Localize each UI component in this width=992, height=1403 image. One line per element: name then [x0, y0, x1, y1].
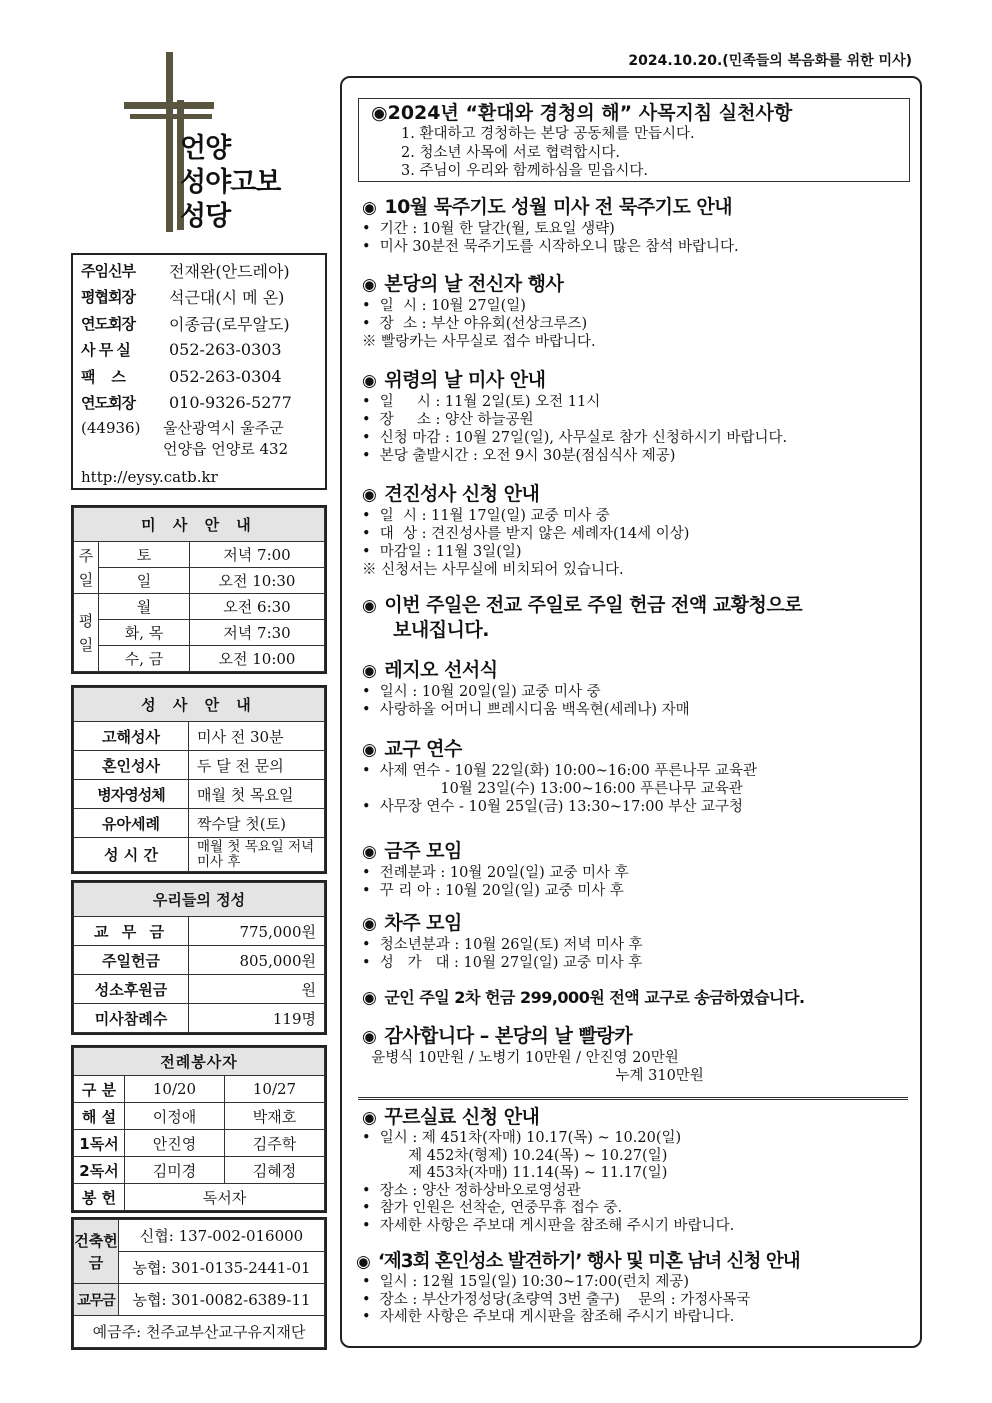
offering-value: 805,000원 [189, 946, 325, 975]
mass-day: 월 [99, 594, 190, 620]
build-account-2: 농협: 301-0135-2441-01 [119, 1252, 325, 1284]
mass-title: 미 사 안 내 [74, 508, 325, 542]
tithe-account: 농협: 301-0082-6389-11 [119, 1284, 325, 1316]
server-name: 박재호 [225, 1103, 325, 1130]
section-title: 견진성사 신청 안내 [384, 483, 540, 505]
section-body: • 일시 : 10월 20일(일) 교중 미사 중 • 사랑하올 어머니 쁘레시디움 백옥현(세레나) 자매 [362, 684, 690, 718]
info-value: 010-9326-5277 [169, 393, 292, 413]
section-rosary [362, 195, 910, 256]
sacrament-value: 매월 첫 목요일 [189, 780, 325, 809]
sacrament-guide [71, 685, 327, 874]
guideline-line: 2. 청소년 사목에 서로 협력합시다. [401, 144, 620, 161]
announcements [340, 76, 922, 1348]
section-title: 본당의 날 전신자 행사 [384, 273, 564, 295]
section-title: 금주 모임 [384, 840, 462, 862]
mass-time: 오전 10:30 [190, 568, 325, 594]
bullet-icon: ◉ [362, 198, 377, 218]
section-body: • 기간 : 10월 한 달간(월, 토요일 생략) • 미사 30분전 묵주기도를 시작하오니 많은 참석 바랍니다. [362, 221, 739, 255]
sacrament-key: 성 시 간 [74, 838, 189, 872]
sacrament-key: 유아세례 [74, 809, 189, 838]
offering-key: 주일헌금 [74, 946, 189, 975]
account-holder: 예금주: 천주교부산교구유지재단 [74, 1316, 325, 1348]
info-row [81, 257, 317, 284]
offering-value: 119명 [189, 1004, 325, 1033]
section-body: • 일시 : 제 451차(자매) 10.17(목) ~ 10.20(일) 제 452차(형제) 10.24(목) ~ 10.27(일) 제 453차(자매) 11.14(목) ~ 11.17(일) • 장소 : 양산 정하상바오로영성관 • 참가 인원은 선착순, 연중무휴 접수 중. • 자세한 사항은 주보대 게시판을 참조해 주시기 바랍니다. [362, 1130, 735, 1234]
sacrament-key: 병자영성체 [74, 780, 189, 809]
guideline-line: 3. 주님이 우리와 함께하심을 믿읍시다. [401, 163, 648, 179]
info-key: 평협회장 [81, 288, 135, 307]
parish-info [71, 253, 327, 490]
server-role: 봉 헌 [74, 1184, 125, 1211]
info-row [81, 337, 317, 364]
mass-day: 화, 목 [99, 620, 190, 646]
bullet-icon: ◉ [371, 102, 388, 124]
bank-accounts [71, 1217, 327, 1350]
section-title-cont: 보내집니다. [393, 619, 489, 641]
mass-schedule [71, 505, 327, 674]
section-title: 감사합니다 – 본당의 날 빨랑카 [384, 1025, 633, 1047]
weekday-label: 평일 [74, 594, 99, 672]
logo-line-3: 성당 [180, 201, 231, 232]
tithe-label: 교무금 [74, 1284, 119, 1316]
mass-day: 수, 금 [99, 646, 190, 672]
mass-time: 오전 10:00 [190, 646, 325, 672]
info-value: 052-263-0303 [169, 340, 282, 360]
section-body: • 일시 : 12월 15일(일) 10:30~17:00(런치 제공) • 장소 : 부산가정성당(초량역 3번 출구) 문의 : 가정사목국 • 자세한 사항은 주보대 게시판을 참조해 주시기 바랍니다. [362, 1274, 751, 1325]
server-name: 이정애 [125, 1103, 225, 1130]
guideline-line: 1. 환대하고 경청하는 본당 공동체를 만듭시다. [401, 126, 695, 142]
section-title: 군인 주일 2차 헌금 299,000원 전액 교구로 송금하였습니다. [384, 988, 805, 1007]
section-body: • 전례분과 : 10월 20일(일) 교중 미사 후 • 꾸 리 아 : 10월 20일(일) 교중 미사 후 [362, 865, 629, 899]
address-line-1: 울산광역시 울주군 [163, 419, 284, 437]
bullet-icon: ◉ [362, 1027, 377, 1047]
info-value: 전재완(안드레아) [169, 261, 290, 281]
bullet-icon: ◉ [362, 842, 377, 862]
section-confirmation [362, 482, 910, 579]
info-value: 052-263-0304 [169, 366, 282, 386]
server-name: 독서자 [125, 1184, 325, 1211]
bullet-icon: ◉ [356, 1252, 370, 1272]
servers-title: 전례봉사자 [74, 1048, 325, 1076]
info-value: 이종금(로무알도) [169, 314, 290, 334]
bullet-icon: ◉ [362, 275, 377, 295]
mass-time: 저녁 7:30 [190, 620, 325, 646]
mass-day: 일 [99, 568, 190, 594]
bullet-icon: ◉ [362, 1108, 377, 1128]
section-next-week [362, 911, 910, 972]
divider [358, 1097, 908, 1100]
info-key: 주임신부 [81, 261, 135, 280]
section-body: • 사제 연수 - 10월 22일(화) 10:00~16:00 푸른나무 교육관 10월 23일(수) 13:00~16:00 푸른나무 교육관 • 사무장 연수 - 10월 25일(금) 13:30~17:00 부산 교구청 [362, 763, 757, 815]
pastoral-guideline [358, 98, 910, 182]
info-key: 사 무 실 [81, 341, 130, 360]
server-name: 김미경 [125, 1157, 225, 1184]
sacrament-value: 매월 첫 목요일 저녁미사 후 [189, 838, 325, 872]
section-mission-sunday [362, 593, 910, 642]
bullet-icon: ◉ [362, 740, 377, 760]
bullet-icon: ◉ [362, 596, 377, 616]
offering-value: 원 [189, 975, 325, 1004]
section-all-souls [362, 368, 910, 465]
offering-title: 우리들의 정성 [74, 883, 325, 917]
logo-line-2: 성야고보 [180, 167, 281, 198]
website-link[interactable]: http://eysy.catb.kr [81, 468, 218, 486]
offering-key: 교 무 금 [74, 917, 189, 946]
section-title: 교구 연수 [384, 738, 462, 760]
section-legio [362, 658, 910, 719]
server-name: 안진영 [125, 1130, 225, 1157]
cross-icon [166, 52, 173, 232]
bulletin-date: 2024.10.20.(민족들의 복음화를 위한 미사) [628, 53, 912, 69]
sacrament-value: 두 달 전 문의 [189, 751, 325, 780]
servers-head: 10/20 [125, 1076, 225, 1103]
offering-value: 775,000원 [189, 917, 325, 946]
section-cursillo [362, 1105, 910, 1235]
server-role: 2독서 [74, 1157, 125, 1184]
info-row [81, 310, 317, 337]
sacrament-key: 고해성사 [74, 722, 189, 751]
section-body: • 청소년분과 : 10월 26일(토) 저녁 미사 후 • 성 가 대 : 10월 27일(일) 교중 미사 후 [362, 937, 643, 971]
servers-head: 10/27 [225, 1076, 325, 1103]
section-title: 레지오 선서식 [384, 659, 498, 681]
info-value: 석근대(시 메 온) [169, 288, 285, 308]
mass-time: 저녁 7:00 [190, 542, 325, 568]
server-role: 1독서 [74, 1130, 125, 1157]
address [81, 418, 317, 460]
cross-bar-2 [130, 114, 212, 119]
sacrament-value: 미사 전 30분 [189, 722, 325, 751]
section-military-sunday [362, 986, 910, 1010]
section-this-week [362, 839, 910, 900]
section-title: 위령의 날 미사 안내 [384, 369, 546, 391]
build-fund-label: 건축헌금 [74, 1220, 119, 1284]
section-title: 이번 주일은 전교 주일로 주일 헌금 전액 교황청으로 [384, 594, 803, 616]
servers-head: 구 분 [74, 1076, 125, 1103]
section-body: 윤병식 10만원 / 노병기 10만원 / 안진영 20만원 누계 310만원 [371, 1050, 704, 1084]
liturgy-servers [71, 1045, 327, 1213]
cross-bar [124, 102, 214, 109]
sacrament-key: 혼인성사 [74, 751, 189, 780]
address-lines [163, 418, 288, 460]
section-thanks [362, 1024, 910, 1085]
bullet-icon: ◉ [362, 371, 377, 391]
mass-day: 토 [99, 542, 190, 568]
logo-line-1: 언양 [180, 133, 231, 164]
section-body: • 일 시 : 10월 27일(일) • 장 소 : 부산 야유회(선상크루즈) ※ 빨랑카는 사무실로 접수 바랍니다. [362, 298, 596, 350]
bullet-icon: ◉ [362, 661, 377, 681]
section-body: • 일 시 : 11월 2일(토) 오전 11시 • 장 소 : 양산 하늘공원 • 신청 마감 : 10월 27일(일), 사무실로 참가 신청하시기 바랍니다. • 본당 출발시간 : 오전 9시 30분(점심식사 제공) [362, 394, 788, 464]
sacrament-title: 성 사 안 내 [74, 688, 325, 722]
mass-time: 오전 6:30 [190, 594, 325, 620]
server-role: 해 설 [74, 1103, 125, 1130]
section-body: • 일 시 : 11월 17일(일) 교중 미사 중 • 대 상 : 견진성사를 받지 않은 세례자(14세 이상) • 마감일 : 11월 3일(일) ※ 신청서는 사무실에 비치되어 있습니다. [362, 508, 690, 578]
info-key: 연도회장 [81, 394, 135, 413]
offering-key: 미사참례수 [74, 1004, 189, 1033]
server-name: 김주학 [225, 1130, 325, 1157]
bullet-icon: ◉ [362, 485, 377, 505]
sacrament-value: 짝수달 첫(토) [189, 809, 325, 838]
bullet-icon: ◉ [362, 914, 377, 934]
server-name: 김혜정 [225, 1157, 325, 1184]
info-row [81, 390, 317, 417]
info-row [81, 284, 317, 311]
section-title: 차주 모임 [384, 912, 462, 934]
build-account-1: 신협: 137-002-016000 [119, 1220, 325, 1252]
info-row [81, 363, 317, 390]
bullet-icon: ◉ [362, 988, 377, 1008]
address-line-2: 언양읍 언양로 432 [163, 440, 289, 458]
info-key: 연도회장 [81, 314, 135, 333]
zip-code: (44936) [81, 419, 141, 437]
section-title: ‘제3회 혼인성소 발견하기’ 행사 및 미혼 남녀 신청 안내 [377, 1251, 800, 1272]
section-title: 10월 묵주기도 성월 미사 전 묵주기도 안내 [384, 196, 733, 218]
offering-summary [71, 880, 327, 1035]
section-title: 꾸르실료 신청 안내 [384, 1106, 540, 1128]
section-parish-day [362, 272, 910, 351]
section-diocese-training [362, 737, 910, 816]
section-marriage-vocation [356, 1250, 916, 1327]
sunday-label: 주일 [74, 542, 99, 594]
info-key: 팩 스 [81, 367, 125, 386]
section-title: 2024년 “환대와 경청의 해” 사목지침 실천사항 [387, 102, 793, 124]
parish-logo [124, 52, 334, 242]
offering-key: 성소후원금 [74, 975, 189, 1004]
